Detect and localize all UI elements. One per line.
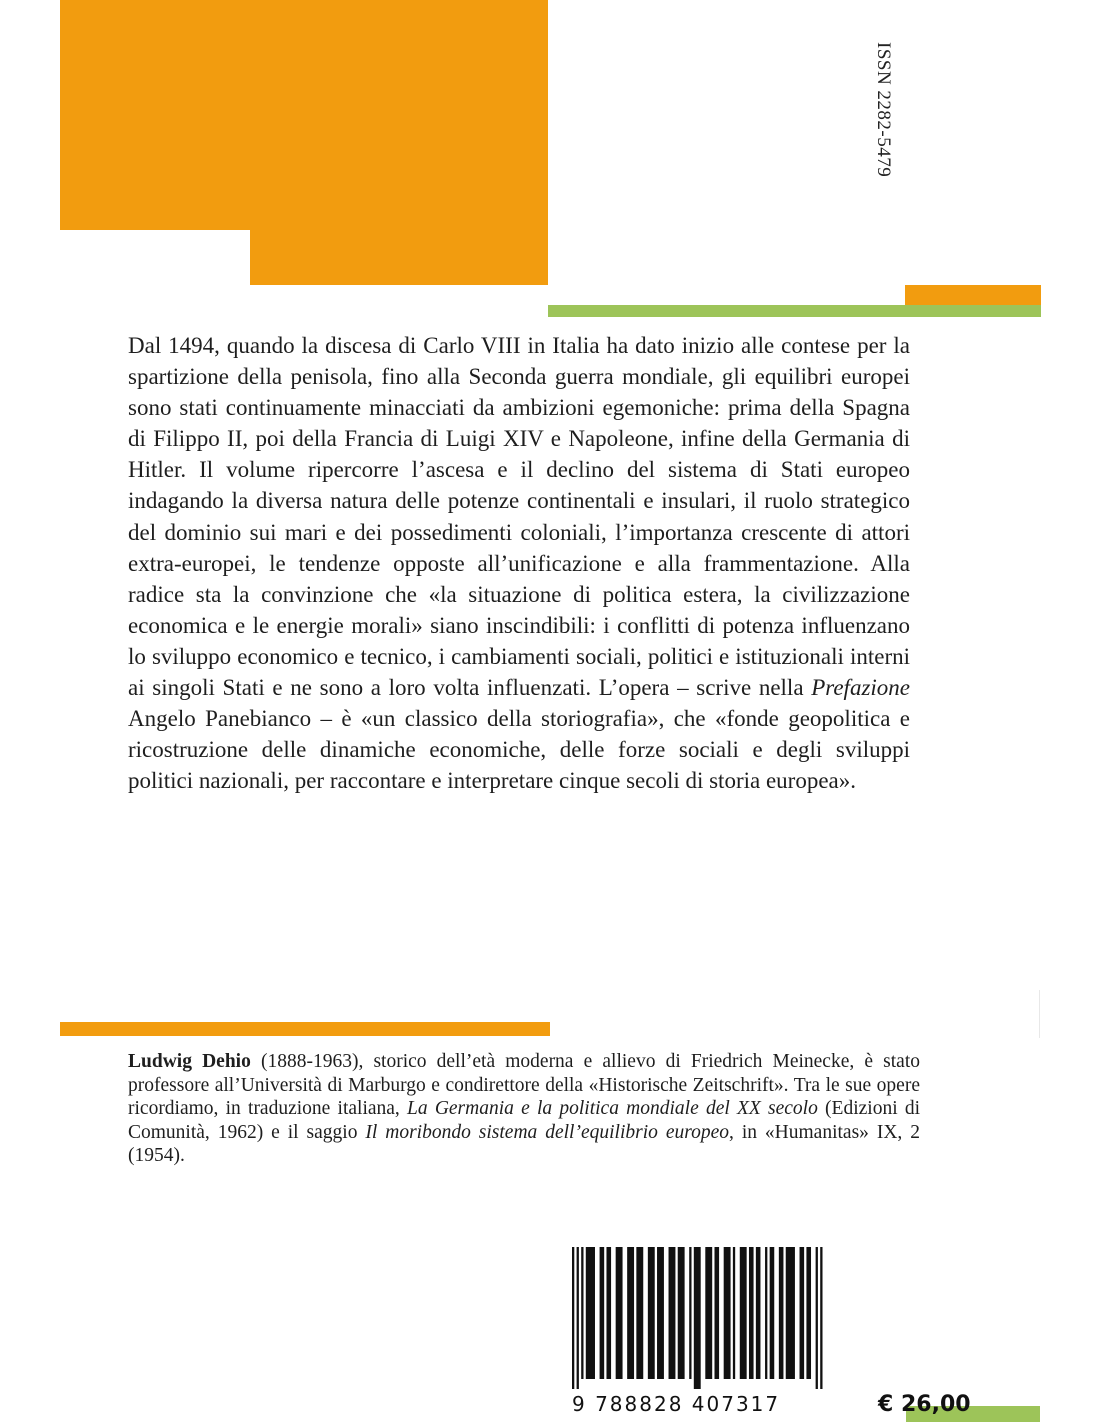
barcode-bar xyxy=(694,1247,701,1389)
barcode-bar xyxy=(606,1247,611,1379)
barcode-bar xyxy=(820,1247,822,1389)
orange-block-small-right xyxy=(905,285,1041,305)
orange-block-top-right xyxy=(250,0,548,285)
barcode-bar xyxy=(577,1247,579,1389)
bio-text-2: (Edizioni di Comunità, 1962) e il saggio xyxy=(128,1098,921,1143)
barcode-bar xyxy=(689,1247,691,1379)
orange-block-top-left xyxy=(60,0,250,230)
barcode-bar xyxy=(740,1247,747,1379)
barcode-number: 9 788828 407317 xyxy=(572,1392,781,1416)
bio-title-1: La Germania e la politica mondiale del XX secolo xyxy=(407,1098,818,1119)
author-bio xyxy=(128,1050,920,1168)
edge-mark xyxy=(1039,990,1040,1038)
barcode-bar xyxy=(627,1247,634,1379)
barcode-bar xyxy=(678,1247,685,1379)
barcode-bar xyxy=(586,1247,595,1379)
barcode-bar xyxy=(657,1247,664,1379)
barcode-bar xyxy=(572,1247,574,1389)
issn-label: ISSN 2282-5479 xyxy=(873,42,894,178)
barcode-bar xyxy=(779,1247,784,1379)
blurb-italic: Prefazione xyxy=(811,675,910,701)
green-stripe-top xyxy=(548,305,1041,317)
barcode-bar xyxy=(581,1247,583,1379)
barcode-bar xyxy=(749,1247,754,1379)
bio-text-1: (1888-1963), storico dell’età moderna e allievo di Friedrich Meinecke, è stato professore all’Università di Marburgo e condirettore della «Historische Zeitschrift». Tra le sue opere ricordiamo, in traduzione italiana, xyxy=(128,1051,920,1119)
blurb-text-1: Dal 1494, quando la discesa di Carlo VIII in Italia ha dato inizio alle contese per la spartizione della penisola, fino alla Seconda guerra mondiale, gli equilibri europei sono stati continuamente minacciati da ambizioni egemoniche: prima della Spagna di Filippo II, poi della Francia di Luigi XIV e Napoleone, infine della Germania di Hitler. Il volume ripercorre l’ascesa e il declino del sistema di Stati europeo indagando la diversa natura delle potenze continentali e insulari, il ruolo strategico del dominio sui mari e dei possedimenti coloniali, l’importanza crescente di attori extra-europei, le tendenze opposte all’unificazione e alla frammentazione. Alla radice sta la convinzione che «la situazione di politica estera, la civilizzazione economica e le energie morali» siano inscindibili: i conflitti di potenza influenzano lo sviluppo economico e tecnico, i cambiamenti sociali, politici e istituzionali interni ai singoli Stati e ne sono a loro volta influenzati. L’opera – scrive nella xyxy=(128,333,910,701)
bio-text-3: , in «Humanitas» IX, 2 (1954). xyxy=(128,1121,920,1166)
barcode-bar xyxy=(600,1247,605,1379)
barcode-bar xyxy=(733,1247,735,1379)
barcode-bar xyxy=(705,1247,712,1379)
barcode-bar xyxy=(714,1247,719,1379)
barcode-bar xyxy=(616,1247,623,1379)
author-name: Ludwig Dehio xyxy=(128,1051,251,1072)
barcode-bar xyxy=(669,1247,676,1379)
blurb-text-2: Angelo Panebianco – è «un classico della storiografia», che «fonde geopolitica e ricostruzione delle dinamiche economiche, delle forze sociali e degli sviluppi politici nazionali, per raccontare e interpretare cinque secoli di storia europea». xyxy=(128,706,910,794)
back-cover-blurb xyxy=(128,330,910,796)
barcode-bar xyxy=(816,1247,818,1389)
barcode-bar xyxy=(636,1247,643,1379)
barcode xyxy=(572,1247,834,1389)
orange-stripe-middle xyxy=(60,1022,550,1036)
price-label: € 26,00 xyxy=(878,1392,971,1417)
barcode-bar xyxy=(806,1247,811,1379)
bio-title-2: Il moribondo sistema dell’equilibrio europeo xyxy=(365,1121,729,1143)
barcode-bar xyxy=(724,1247,731,1379)
barcode-bar xyxy=(765,1247,767,1379)
barcode-bar xyxy=(770,1247,775,1379)
barcode-bar xyxy=(800,1247,805,1379)
barcode-bar xyxy=(756,1247,761,1379)
barcode-bar xyxy=(648,1247,655,1379)
barcode-bar xyxy=(786,1247,795,1379)
